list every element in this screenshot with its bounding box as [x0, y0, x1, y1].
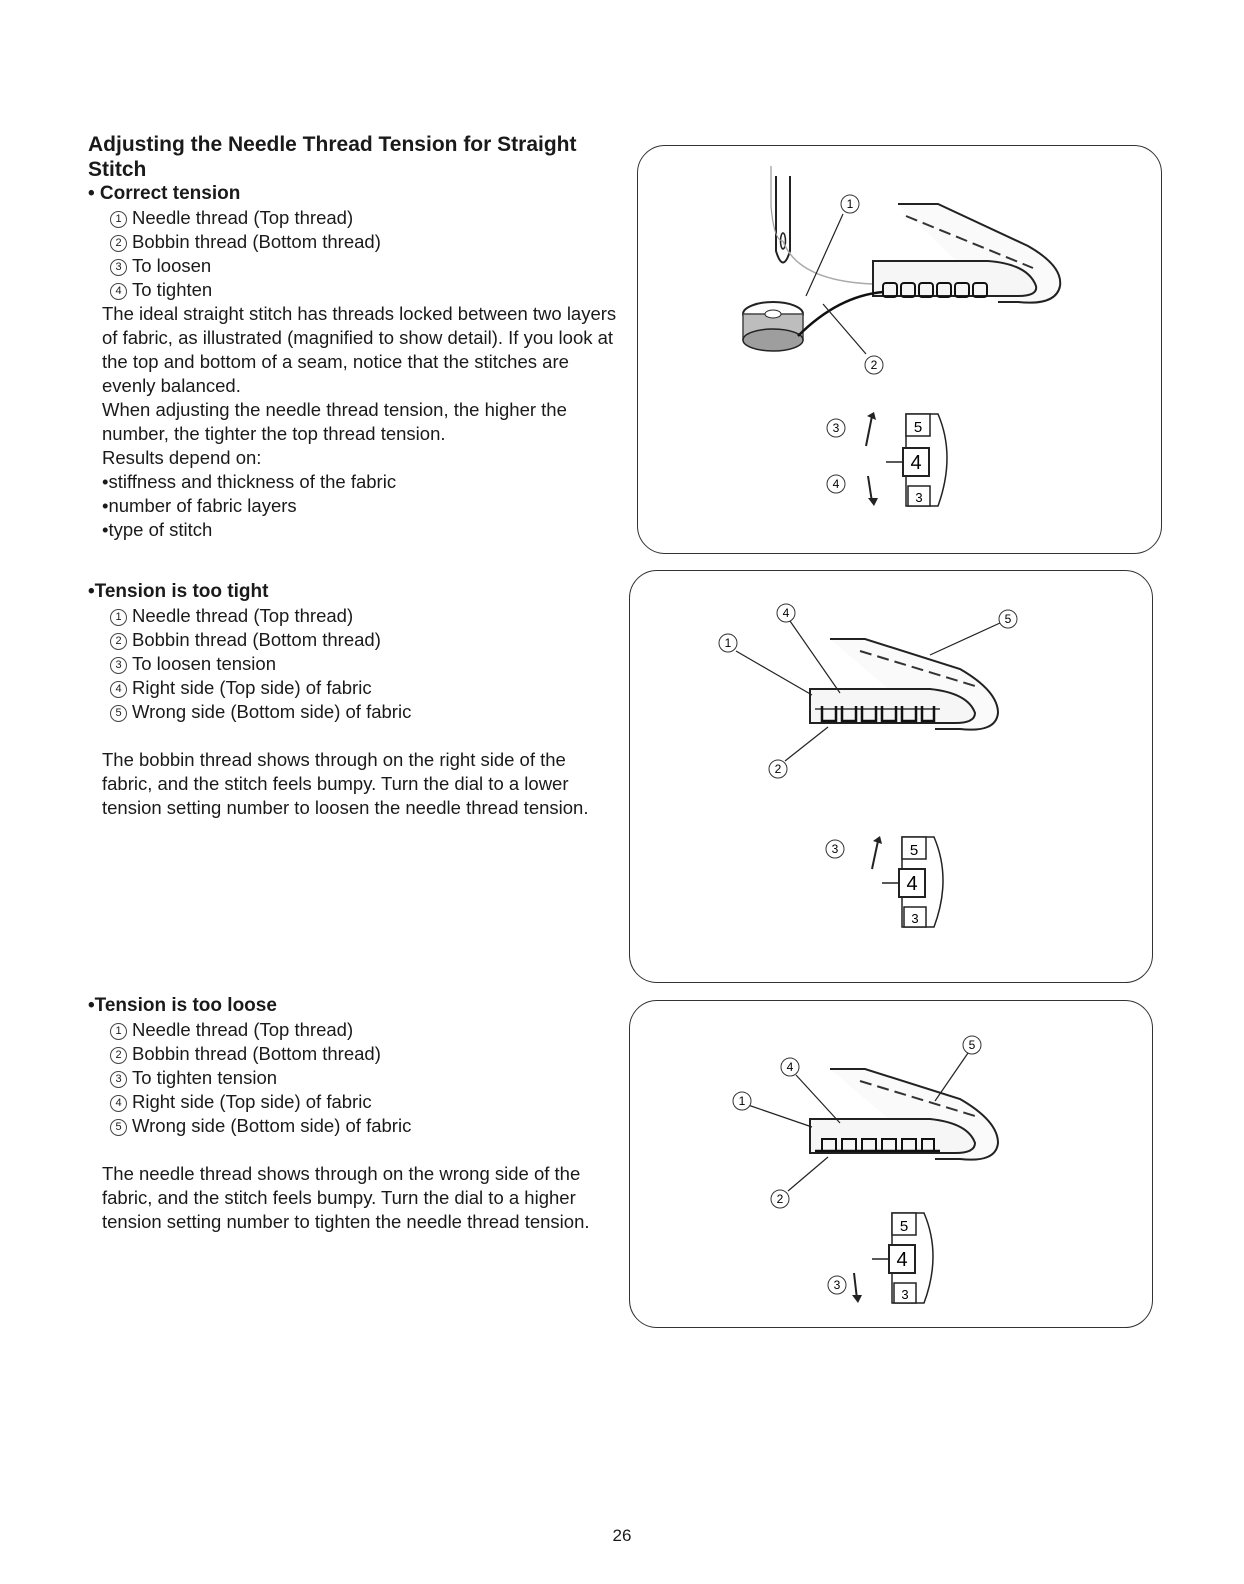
legend-text: Wrong side (Bottom side) of fabric [132, 701, 412, 722]
loose-tension-legend [88, 1018, 618, 1138]
legend-item [110, 700, 618, 724]
correct-tension-diagram [638, 146, 1161, 553]
page-title: Adjusting the Needle Thread Tension for Straight Stitch [88, 133, 577, 181]
correct-tension-legend [88, 206, 618, 302]
leader-line [930, 623, 1000, 655]
arrow-down-head [852, 1295, 862, 1303]
dial-number-lower: 3 [915, 490, 923, 505]
svg-text:4: 4 [832, 477, 840, 491]
legend-text: Needle thread (Top thread) [132, 1019, 354, 1040]
svg-text:5: 5 [968, 1038, 976, 1052]
svg-text:2: 2 [870, 358, 878, 372]
legend-item [110, 230, 618, 254]
callout-number: 2 [110, 633, 127, 650]
svg-text:4: 4 [786, 1060, 794, 1074]
loose-paragraph: The needle thread shows through on the wrong side of the fabric, and the stitch feels bumpy. Turn the dial to a higher tension setting number to tighten the needle thread tension. [102, 1163, 590, 1232]
callout-3 [828, 1276, 846, 1294]
legend-text: To tighten tension [132, 1067, 278, 1088]
svg-text:1: 1 [738, 1094, 746, 1108]
legend-item [110, 1018, 618, 1042]
dial-number-current: 4 [906, 873, 918, 895]
tight-paragraph: The bobbin thread shows through on the right side of the fabric, and the stitch feels bumpy. Turn the dial to a lower tension setting number to loosen the needle thread tension. [102, 749, 589, 818]
legend-item [110, 604, 618, 628]
legend-text: To tighten [132, 279, 213, 300]
legend-text: Wrong side (Bottom side) of fabric [132, 1115, 412, 1136]
dial-number-upper: 5 [899, 1218, 909, 1235]
fabric-fold [810, 1119, 975, 1153]
svg-text:2: 2 [776, 1192, 784, 1206]
tension-dial [882, 837, 943, 927]
callout-number: 1 [110, 1023, 127, 1040]
svg-text:5: 5 [1004, 612, 1012, 626]
callout-number: 3 [110, 259, 127, 276]
page-number: 26 [612, 1526, 632, 1545]
section-tension-too-tight [88, 580, 618, 820]
legend-text: Right side (Top side) of fabric [132, 677, 372, 698]
leader-line [796, 1075, 840, 1123]
callout-number: 5 [110, 705, 127, 722]
dial-number-current: 4 [910, 452, 922, 474]
arrow-up-icon [866, 416, 872, 446]
callout-1 [733, 1092, 751, 1110]
loose-tension-heading: •Tension is too loose [88, 995, 277, 1016]
callout-2 [771, 1190, 789, 1208]
arrow-down-head [868, 498, 878, 506]
legend-text: To loosen [132, 255, 212, 276]
leader-line [788, 1157, 828, 1191]
loose-tension-diagram [630, 1001, 1152, 1327]
tight-tension-legend [88, 604, 618, 724]
illustration-tension-too-loose [629, 1000, 1153, 1328]
callout-1 [719, 634, 737, 652]
callout-4 [781, 1058, 799, 1076]
correct-paragraph-1: The ideal straight stitch has threads locked between two layers of fabric, as illustrated (magnified to show detail). If you look at the top and bottom of a seam, notice that the stitches are evenly balanced. [102, 303, 617, 396]
svg-text:4: 4 [782, 606, 790, 620]
callout-number: 4 [110, 1095, 127, 1112]
callout-5 [963, 1036, 981, 1054]
legend-item [110, 206, 618, 230]
tension-dial [872, 1213, 933, 1303]
legend-text: Needle thread (Top thread) [132, 207, 354, 228]
legend-item [110, 254, 618, 278]
leader-line [806, 214, 843, 296]
legend-text: Bobbin thread (Bottom thread) [132, 1043, 381, 1064]
callout-4 [827, 475, 845, 493]
leader-line [785, 727, 828, 761]
bullet-item: • type of stitch [102, 518, 618, 542]
legend-item [110, 628, 618, 652]
tight-tension-heading: •Tension is too tight [88, 581, 269, 602]
illustration-correct-tension [637, 145, 1162, 554]
callout-3 [826, 840, 844, 858]
leader-line [823, 304, 866, 354]
dial-number-upper: 5 [909, 842, 919, 859]
results-bullets [88, 470, 618, 542]
section-correct-tension [88, 132, 618, 542]
dial-number-lower: 3 [901, 1287, 909, 1302]
legend-item [110, 278, 618, 302]
dial-number-upper: 5 [913, 419, 923, 436]
legend-item [110, 1066, 618, 1090]
dial-number-current: 4 [896, 1249, 908, 1271]
bobbin-thread-path [798, 292, 883, 336]
dial-number-lower: 3 [911, 911, 919, 926]
legend-item [110, 1042, 618, 1066]
callout-number: 3 [110, 1071, 127, 1088]
legend-text: Right side (Top side) of fabric [132, 1091, 372, 1112]
correct-paragraph-2: When adjusting the needle thread tension, the higher the number, the tighter the top thread tension. [102, 399, 567, 444]
svg-text:3: 3 [832, 421, 840, 435]
legend-text: Bobbin thread (Bottom thread) [132, 629, 381, 650]
callout-number: 2 [110, 1047, 127, 1064]
legend-text: Bobbin thread (Bottom thread) [132, 231, 381, 252]
svg-text:3: 3 [831, 842, 839, 856]
legend-text: To loosen tension [132, 653, 276, 674]
svg-text:3: 3 [833, 1278, 841, 1292]
callout-2 [865, 356, 883, 374]
bobbin-hole [765, 310, 781, 318]
tight-tension-diagram [630, 571, 1152, 982]
illustration-tension-too-tight [629, 570, 1153, 983]
tension-dial [886, 414, 947, 506]
correct-tension-heading: • Correct tension [88, 183, 241, 204]
bullet-item: • number of fabric layers [102, 494, 618, 518]
leader-line [748, 1105, 812, 1127]
callout-number: 5 [110, 1119, 127, 1136]
leader-line [790, 621, 840, 693]
callout-number: 3 [110, 657, 127, 674]
legend-item [110, 676, 618, 700]
legend-item [110, 652, 618, 676]
bobbin-base [743, 329, 803, 351]
arrow-up-icon [872, 841, 878, 869]
callout-4 [777, 604, 795, 622]
callout-number: 2 [110, 235, 127, 252]
legend-item [110, 1090, 618, 1114]
svg-text:2: 2 [774, 762, 782, 776]
leader-line [736, 651, 812, 695]
callout-number: 4 [110, 681, 127, 698]
correct-paragraph-3: Results depend on: [102, 447, 262, 468]
callout-number: 1 [110, 609, 127, 626]
legend-item [110, 1114, 618, 1138]
svg-text:1: 1 [846, 197, 854, 211]
section-tension-too-loose [88, 994, 618, 1234]
svg-text:1: 1 [724, 636, 732, 650]
callout-1 [841, 195, 859, 213]
callout-3 [827, 419, 845, 437]
callout-number: 4 [110, 283, 127, 300]
callout-number: 1 [110, 211, 127, 228]
bullet-item: • stiffness and thickness of the fabric [102, 470, 618, 494]
callout-5 [999, 610, 1017, 628]
legend-text: Needle thread (Top thread) [132, 605, 354, 626]
leader-line [935, 1053, 968, 1101]
callout-2 [769, 760, 787, 778]
